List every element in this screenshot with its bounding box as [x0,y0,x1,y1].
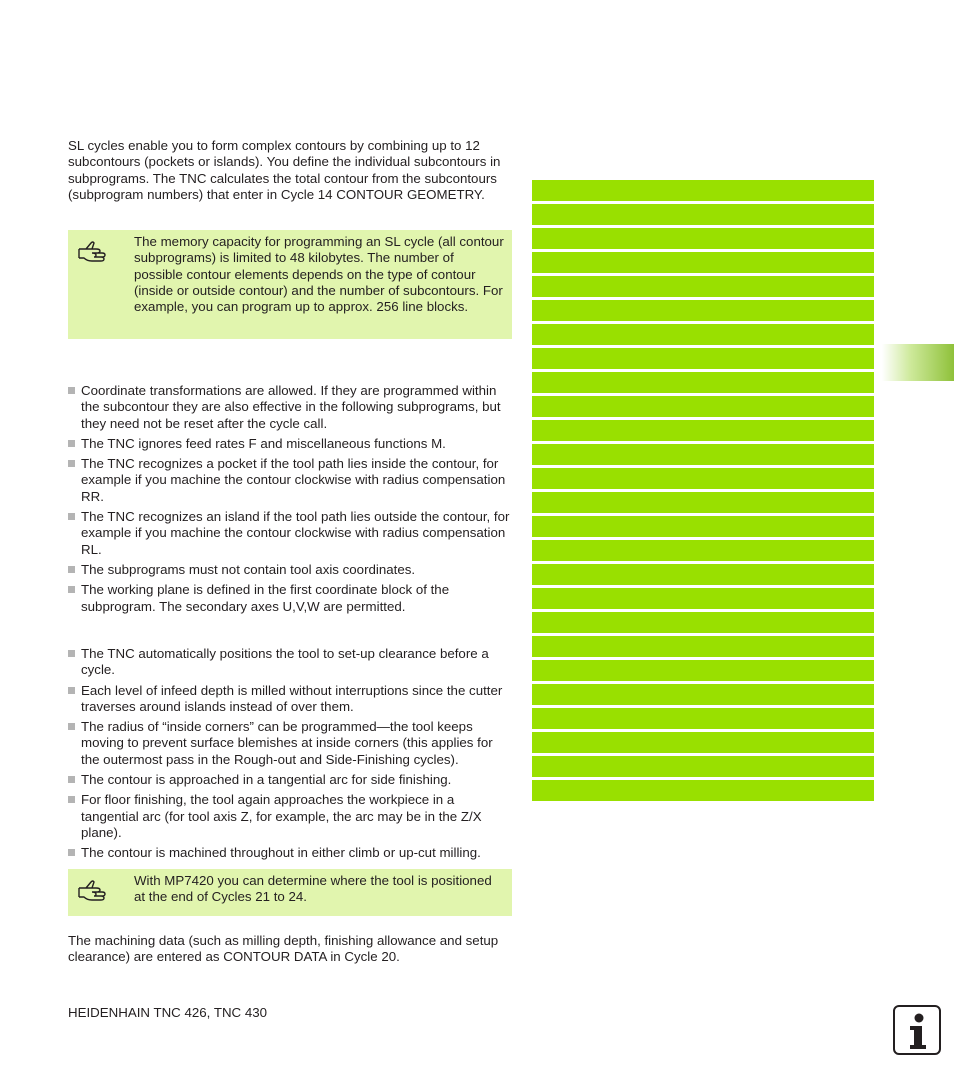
pointing-hand-icon [78,240,110,264]
list-item [68,646,514,679]
list-item-text: The TNC ignores feed rates F and miscellaneous functions M. [81,435,446,451]
green-bar [532,252,874,273]
list-item-text: The working plane is defined in the first coordinate block of the subprogram. The secondary axes U,V,W are permitted. [81,582,450,614]
note-box-mp7420 [68,869,512,916]
bullet-square-icon [68,723,75,730]
green-bar [532,756,874,777]
list-item-text: Coordinate transformations are allowed. If they are programmed within the subcontour they are also effective in the following subprograms, but they need not be reset after the cycle call. [81,383,501,431]
green-bar [532,612,874,633]
list-item [68,845,514,861]
list-item [68,772,514,788]
green-bar-stack [532,180,874,804]
green-bar [532,180,874,201]
features-list [68,646,514,866]
list-item [68,456,514,505]
note-text-memory: The memory capacity for programming an SL cycle (all contour subprograms) is limited to 48 kilobytes. The number of possible contour elements depends on the type of contour (inside or outside contour) and the number of subcontours. For example, you can program up to approx. 256 line blocks. [134,234,504,315]
green-bar [532,684,874,705]
bullet-square-icon [68,650,75,657]
list-item [68,582,514,615]
list-item-text: The contour is machined throughout in either climb or up-cut milling. [81,845,481,861]
green-bar [532,348,874,369]
bullet-square-icon [68,687,75,694]
green-bar [532,588,874,609]
green-bar [532,540,874,561]
bullet-square-icon [68,566,75,573]
list-item [68,436,514,452]
list-item-text: The TNC recognizes an island if the tool path lies outside the contour, for example if you machine the contour clockwise with radius compensation RL. [81,509,510,557]
list-item [68,792,514,841]
list-item-text: The radius of “inside corners” can be programmed—the tool keeps moving to prevent surface blemishes at inside corners (this applies for the outermost pass in the Rough-out and Side-Finishing cycles). [81,719,493,767]
bullet-square-icon [68,849,75,856]
list-item [68,383,514,432]
green-bar [532,228,874,249]
green-bar [532,492,874,513]
list-item-text: For floor finishing, the tool again approaches the workpiece in a tangential arc (for tool axis Z, for example, the arc may be in the Z/X plane). [81,792,482,840]
closing-paragraph: The machining data (such as milling depth, finishing allowance and setup clearance) are entered as CONTOUR DATA in Cycle 20. [68,933,499,965]
green-bar [532,708,874,729]
bullet-square-icon [68,460,75,467]
bullet-square-icon [68,776,75,783]
green-bar [532,732,874,753]
green-bar [532,420,874,441]
intro-paragraph: SL cycles enable you to form complex contours by combining up to 12 subcontours (pockets or islands). You define the individual subcontours in subprograms. The TNC calculates the total contour from the subcontours (subprogram numbers) that enter in Cycle 14 CONTOUR GEOMETRY. [68,138,501,202]
bullet-square-icon [68,796,75,803]
list-item [68,719,514,768]
list-item [68,562,514,578]
green-bar [532,564,874,585]
green-bar [532,204,874,225]
green-bar [532,372,874,393]
green-bar [532,636,874,657]
pointing-hand-icon [78,879,110,903]
green-bar [532,516,874,537]
green-bar [532,468,874,489]
note-box-memory [68,230,512,339]
green-bar [532,396,874,417]
note-text-mp7420: With MP7420 you can determine where the tool is positioned at the end of Cycles 21 to 24. [134,873,492,905]
bullet-square-icon [68,387,75,394]
green-bar [532,660,874,681]
list-item-text: The TNC automatically positions the tool to set-up clearance before a cycle. [81,646,489,678]
list-item-text: The subprograms must not contain tool axis coordinates. [81,561,416,577]
list-item-text: Each level of infeed depth is milled without interruptions since the cutter traverses around islands instead of over them. [81,682,503,714]
green-bar [532,324,874,345]
green-bar [532,300,874,321]
list-item-text: The TNC recognizes a pocket if the tool path lies inside the contour, for example if you machine the contour clockwise with radius compensation RR. [81,456,506,504]
list-item-text: The contour is approached in a tangential arc for side finishing. [81,772,452,788]
bullet-square-icon [68,586,75,593]
green-bar [532,276,874,297]
bullet-square-icon [68,440,75,447]
list-item [68,683,514,716]
info-icon [893,1005,941,1055]
page-footer: HEIDENHAIN TNC 426, TNC 430 [68,1005,268,1020]
green-bar [532,444,874,465]
green-bar [532,780,874,801]
chapter-tab [882,344,954,381]
requirements-list [68,383,514,619]
list-item [68,509,514,558]
bullet-square-icon [68,513,75,520]
